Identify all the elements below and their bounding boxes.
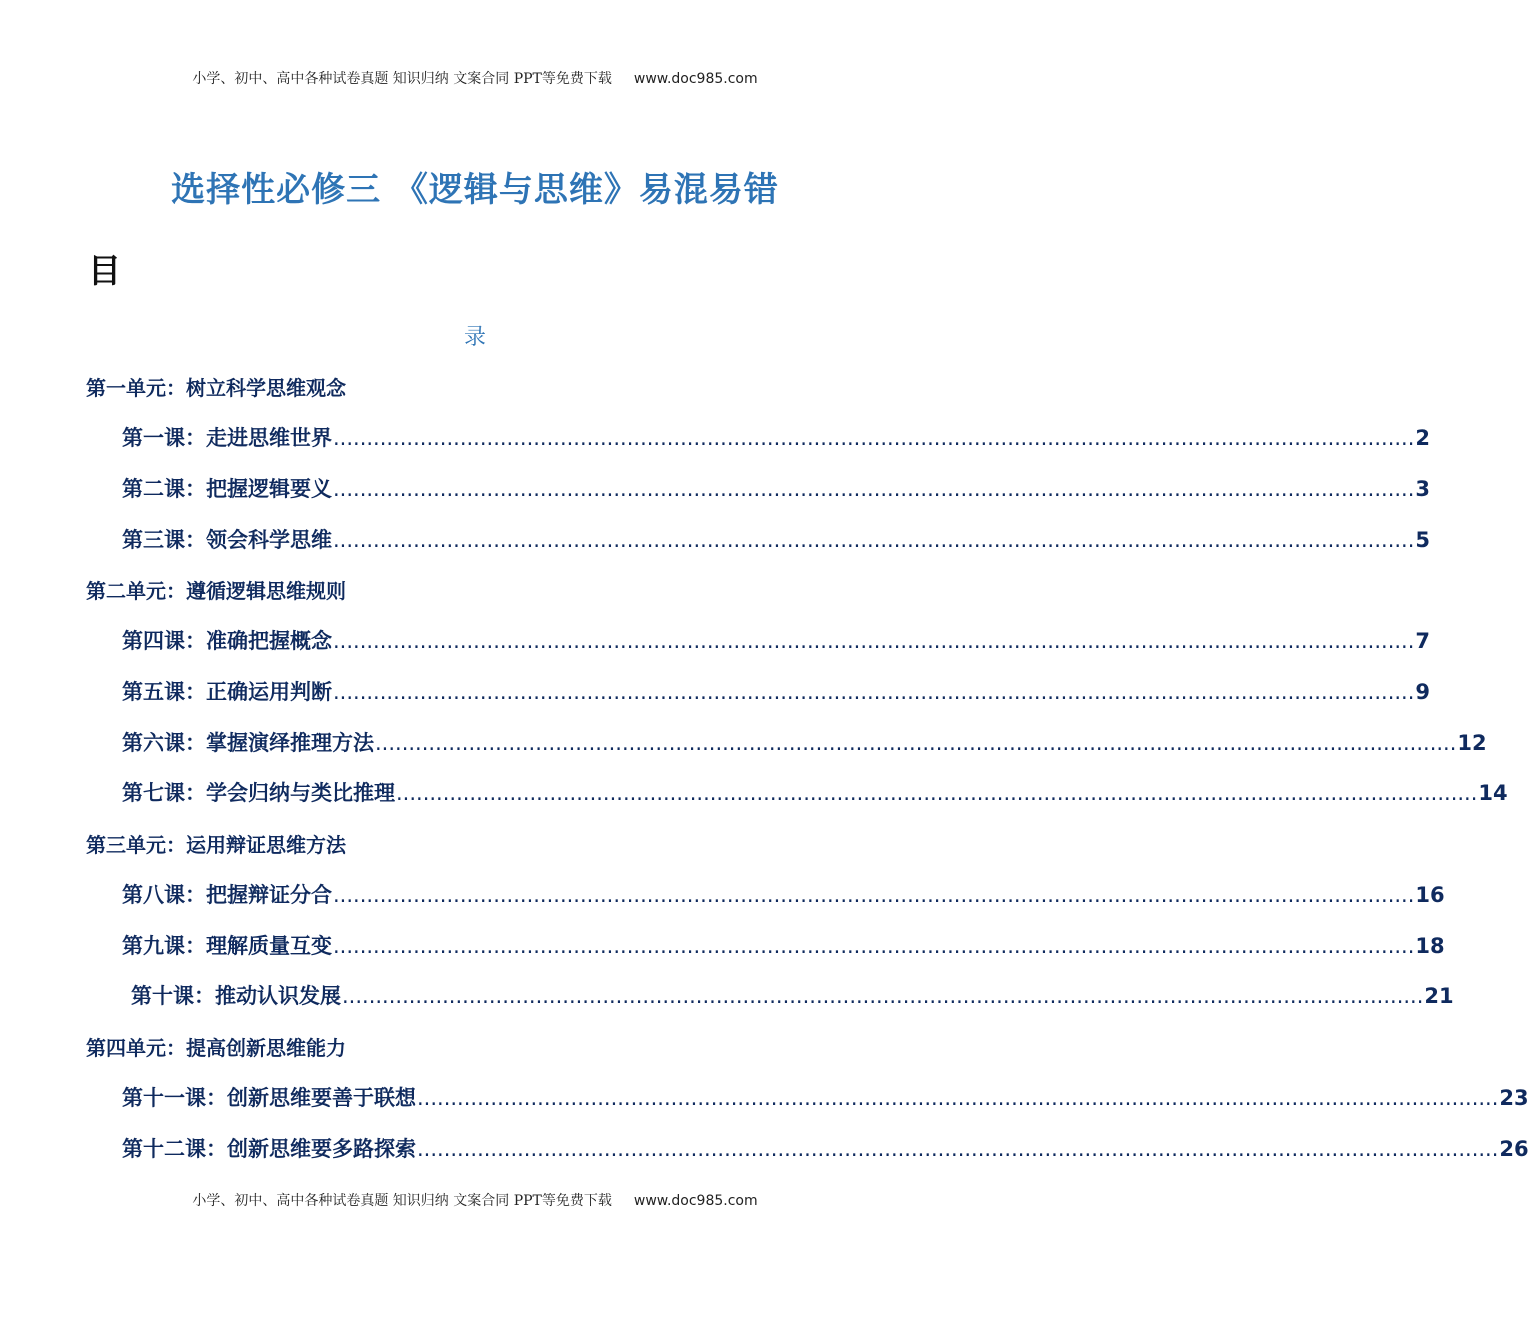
toc-lesson-8[interactable]	[122, 879, 1445, 909]
toc-leader-dots: ..................................................................................................................................................................	[396, 781, 1478, 805]
toc-lesson-label: 第三课：领会科学思维	[122, 528, 332, 552]
toc-leader-dots: ..................................................................................................................................................................	[333, 934, 1415, 958]
toc-lesson-6[interactable]	[122, 727, 1487, 757]
toc-page-number: 7	[1415, 629, 1431, 653]
toc-unit-1[interactable]: 第一单元：树立科学思维观念	[86, 376, 346, 400]
toc-lesson-4[interactable]	[122, 625, 1431, 655]
toc-lesson-3[interactable]	[122, 524, 1431, 554]
toc-lesson-12[interactable]	[122, 1133, 1529, 1163]
page-header	[0, 68, 950, 88]
page-footer	[0, 1190, 950, 1210]
toc-lesson-1[interactable]	[122, 422, 1431, 452]
document-title: 选择性必修三 《逻辑与思维》易混易错	[171, 170, 779, 210]
toc-lesson-label: 第十课：推动认识发展	[131, 984, 341, 1008]
toc-leader-dots: ..................................................................................................................................................................	[417, 1086, 1499, 1110]
toc-leader-dots: ..................................................................................................................................................................	[333, 883, 1415, 907]
toc-lesson-11[interactable]	[122, 1082, 1529, 1112]
toc-heading-part2: 录	[463, 325, 486, 350]
toc-leader-dots: ..................................................................................................................................................................	[333, 629, 1415, 653]
toc-leader-dots: ..................................................................................................................................................................	[333, 477, 1415, 501]
toc-unit-4[interactable]: 第四单元：提高创新思维能力	[86, 1036, 346, 1060]
toc-lesson-label: 第一课：走进思维世界	[122, 426, 332, 450]
toc-page-number: 23	[1499, 1086, 1529, 1110]
toc-lesson-2[interactable]	[122, 473, 1431, 503]
toc-lesson-label: 第六课：掌握演绎推理方法	[122, 731, 374, 755]
footer-site-link[interactable]: www.doc985.com	[633, 1193, 758, 1209]
toc-lesson-5[interactable]	[122, 676, 1431, 706]
toc-lesson-label: 第七课：学会归纳与类比推理	[122, 781, 395, 805]
toc-lesson-label: 第二课：把握逻辑要义	[122, 477, 332, 501]
toc-leader-dots: ..................................................................................................................................................................	[417, 1137, 1499, 1161]
toc-page-number: 3	[1415, 477, 1431, 501]
toc-page-number: 5	[1415, 528, 1431, 552]
toc-page-number: 18	[1415, 934, 1445, 958]
toc-unit-2[interactable]: 第二单元：遵循逻辑思维规则	[86, 579, 346, 603]
toc-lesson-label: 第九课：理解质量互变	[122, 934, 332, 958]
toc-lesson-9[interactable]	[122, 930, 1445, 960]
toc-page-number: 2	[1415, 426, 1431, 450]
toc-leader-dots: ..................................................................................................................................................................	[342, 984, 1424, 1008]
toc-page-number: 14	[1478, 781, 1508, 805]
toc-page-number: 21	[1424, 984, 1454, 1008]
toc-leader-dots: ..................................................................................................................................................................	[333, 426, 1415, 450]
footer-text: 小学、初中、高中各种试卷真题 知识归纳 文案合同 PPT等免费下载	[192, 1193, 612, 1209]
toc-lesson-label: 第八课：把握辩证分合	[122, 883, 332, 907]
toc-page-number: 16	[1415, 883, 1445, 907]
toc-page-number: 26	[1499, 1137, 1529, 1161]
header-site-link[interactable]: www.doc985.com	[633, 71, 758, 87]
toc-heading-part1: 目	[88, 251, 121, 290]
toc-leader-dots: ..................................................................................................................................................................	[375, 731, 1457, 755]
header-text: 小学、初中、高中各种试卷真题 知识归纳 文案合同 PPT等免费下载	[192, 71, 612, 87]
toc-lesson-7[interactable]	[122, 777, 1508, 807]
toc-page-number: 9	[1415, 680, 1431, 704]
toc-leader-dots: ..................................................................................................................................................................	[333, 680, 1415, 704]
toc-lesson-label: 第四课：准确把握概念	[122, 629, 332, 653]
toc-lesson-10[interactable]	[131, 980, 1454, 1010]
toc-unit-3[interactable]: 第三单元：运用辩证思维方法	[86, 833, 346, 857]
toc-lesson-label: 第五课：正确运用判断	[122, 680, 332, 704]
toc-leader-dots: ..................................................................................................................................................................	[333, 528, 1415, 552]
toc-page-number: 12	[1457, 731, 1487, 755]
toc-lesson-label: 第十二课：创新思维要多路探索	[122, 1137, 416, 1161]
toc-lesson-label: 第十一课：创新思维要善于联想	[122, 1086, 416, 1110]
